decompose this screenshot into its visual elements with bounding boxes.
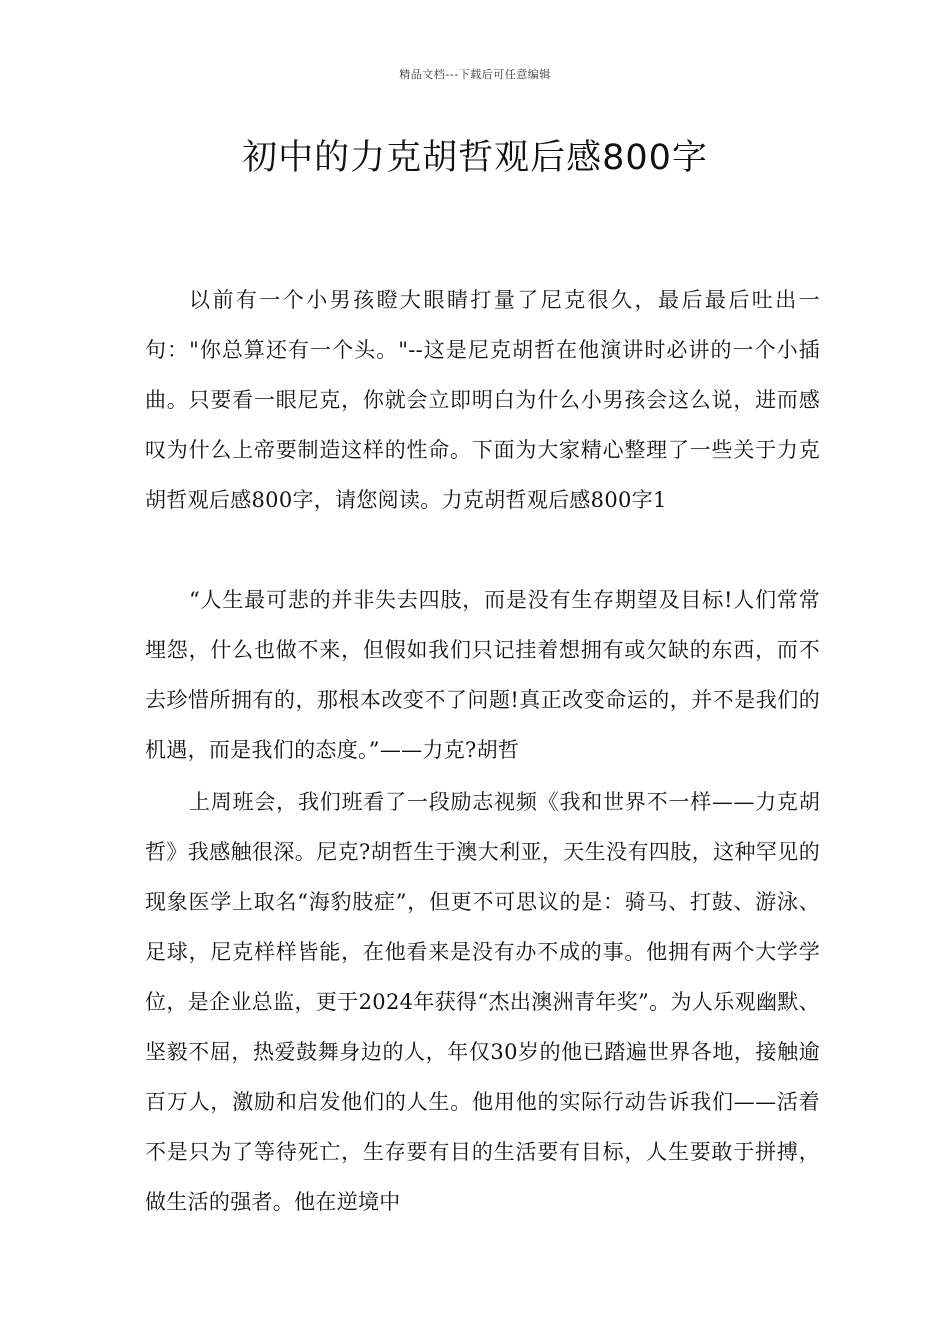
header-note: 精品文档---下载后可任意编辑 bbox=[399, 68, 551, 81]
page-title: 初中的力克胡哲观后感800字 bbox=[242, 138, 708, 178]
paragraph-body: 上周班会，我们班看了一段励志视频《我和世界不一样——力克胡哲》我感触很深。尼克?胡哲生于澳大利亚，天生没有四肢，这种罕见的现象医学上取名“海豹肢症”，但更不可思议的是：骑马、打鼓、游泳、足球，尼克样样皆能，在他看来是没有办不成的事。他拥有两个大学学位，是企业总监，更于2024年获得“杰出澳洲青年奖”。为人乐观幽默、坚毅不屈，热爱鼓舞身边的人，年仅30岁的他已踏遍世界各地，接触逾百万人，激励和启发他们的人生。他用他的实际行动告诉我们——活着不是只为了等待死亡，生存要有目的生活要有目标，人生要敢于拼搏，做生活的强者。他在逆境中 bbox=[145, 790, 820, 1214]
paragraph-intro: 以前有一个小男孩瞪大眼睛打量了尼克很久，最后最后吐出一句："你总算还有一个头。"--这是尼克胡哲在他演讲时必讲的一个小插曲。只要看一眼尼克，你就会立即明白为什么小男孩会这么说，进而感叹为什么上帝要制造这样的性命。下面为大家精心整理了一些关于力克胡哲观后感800字，请您阅读。力克胡哲观后感800字1 bbox=[145, 288, 820, 512]
paragraph-quote: “人生最可悲的并非失去四肢，而是没有生存期望及目标!人们常常埋怨，什么也做不来，但假如我们只记挂着想拥有或欠缺的东西，而不去珍惜所拥有的，那根本改变不了问题!真正改变命运的，并不是我们的机遇，而是我们的态度。”——力克?胡哲 bbox=[145, 588, 820, 762]
